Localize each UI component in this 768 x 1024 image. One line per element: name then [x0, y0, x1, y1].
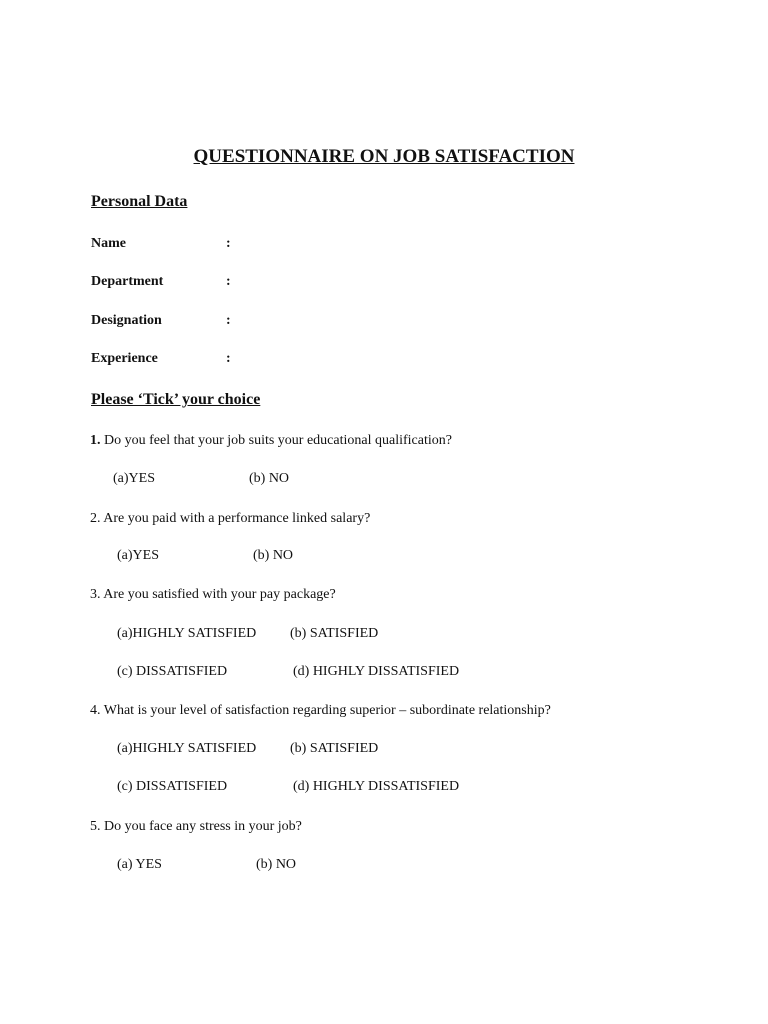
tick-choice-heading: Please ‘Tick’ your choice	[91, 391, 261, 408]
q1-option-a[interactable]: (a)YES	[113, 471, 155, 486]
q5-option-a[interactable]: (a) YES	[117, 857, 162, 872]
field-label-name: Name	[91, 236, 126, 251]
question-5	[90, 819, 302, 835]
field-label-designation: Designation	[91, 313, 162, 328]
question-3-number: 3.	[90, 587, 101, 602]
question-5-number: 5.	[90, 819, 101, 834]
q4-option-d[interactable]: (d) HIGHLY DISSATISFIED	[293, 779, 460, 794]
question-2-text: Are you paid with a performance linked salary?	[100, 511, 371, 526]
q3-option-d[interactable]: (d) HIGHLY DISSATISFIED	[293, 664, 460, 679]
q3-option-b[interactable]: (b) SATISFIED	[290, 626, 379, 641]
question-1-number: 1.	[90, 433, 101, 448]
q2-option-a[interactable]: (a)YES	[117, 548, 159, 563]
q4-option-a[interactable]: (a)HIGHLY SATISFIED	[117, 741, 257, 756]
q3-option-a[interactable]: (a)HIGHLY SATISFIED	[117, 626, 257, 641]
personal-data-heading: Personal Data	[91, 193, 188, 210]
question-2-number: 2.	[90, 511, 101, 526]
q3-option-c[interactable]: (c) DISSATISFIED	[117, 664, 228, 679]
question-5-text: Do you face any stress in your job?	[100, 819, 302, 834]
q5-option-b[interactable]: (b) NO	[256, 857, 297, 872]
question-2	[90, 511, 370, 527]
q2-option-b[interactable]: (b) NO	[253, 548, 294, 563]
question-1-text: Do you feel that your job suits your educational qualification?	[100, 433, 452, 448]
field-separator-department: :	[226, 274, 231, 289]
field-label-department: Department	[91, 274, 164, 289]
question-3	[90, 587, 336, 603]
question-3-text: Are you satisfied with your pay package?	[100, 587, 336, 602]
question-4-text: What is your level of satisfaction regarding superior – subordinate relationship?	[100, 703, 551, 718]
question-4	[90, 703, 551, 719]
field-separator-designation: :	[226, 313, 231, 328]
page-title: QUESTIONNAIRE ON JOB SATISFACTION	[193, 146, 575, 167]
question-1	[90, 433, 452, 449]
q4-option-b[interactable]: (b) SATISFIED	[290, 741, 379, 756]
field-separator-experience: :	[226, 351, 231, 366]
field-separator-name: :	[226, 236, 231, 251]
q1-option-b[interactable]: (b) NO	[249, 471, 290, 486]
q4-option-c[interactable]: (c) DISSATISFIED	[117, 779, 228, 794]
question-4-number: 4.	[90, 703, 101, 718]
field-label-experience: Experience	[91, 351, 158, 366]
